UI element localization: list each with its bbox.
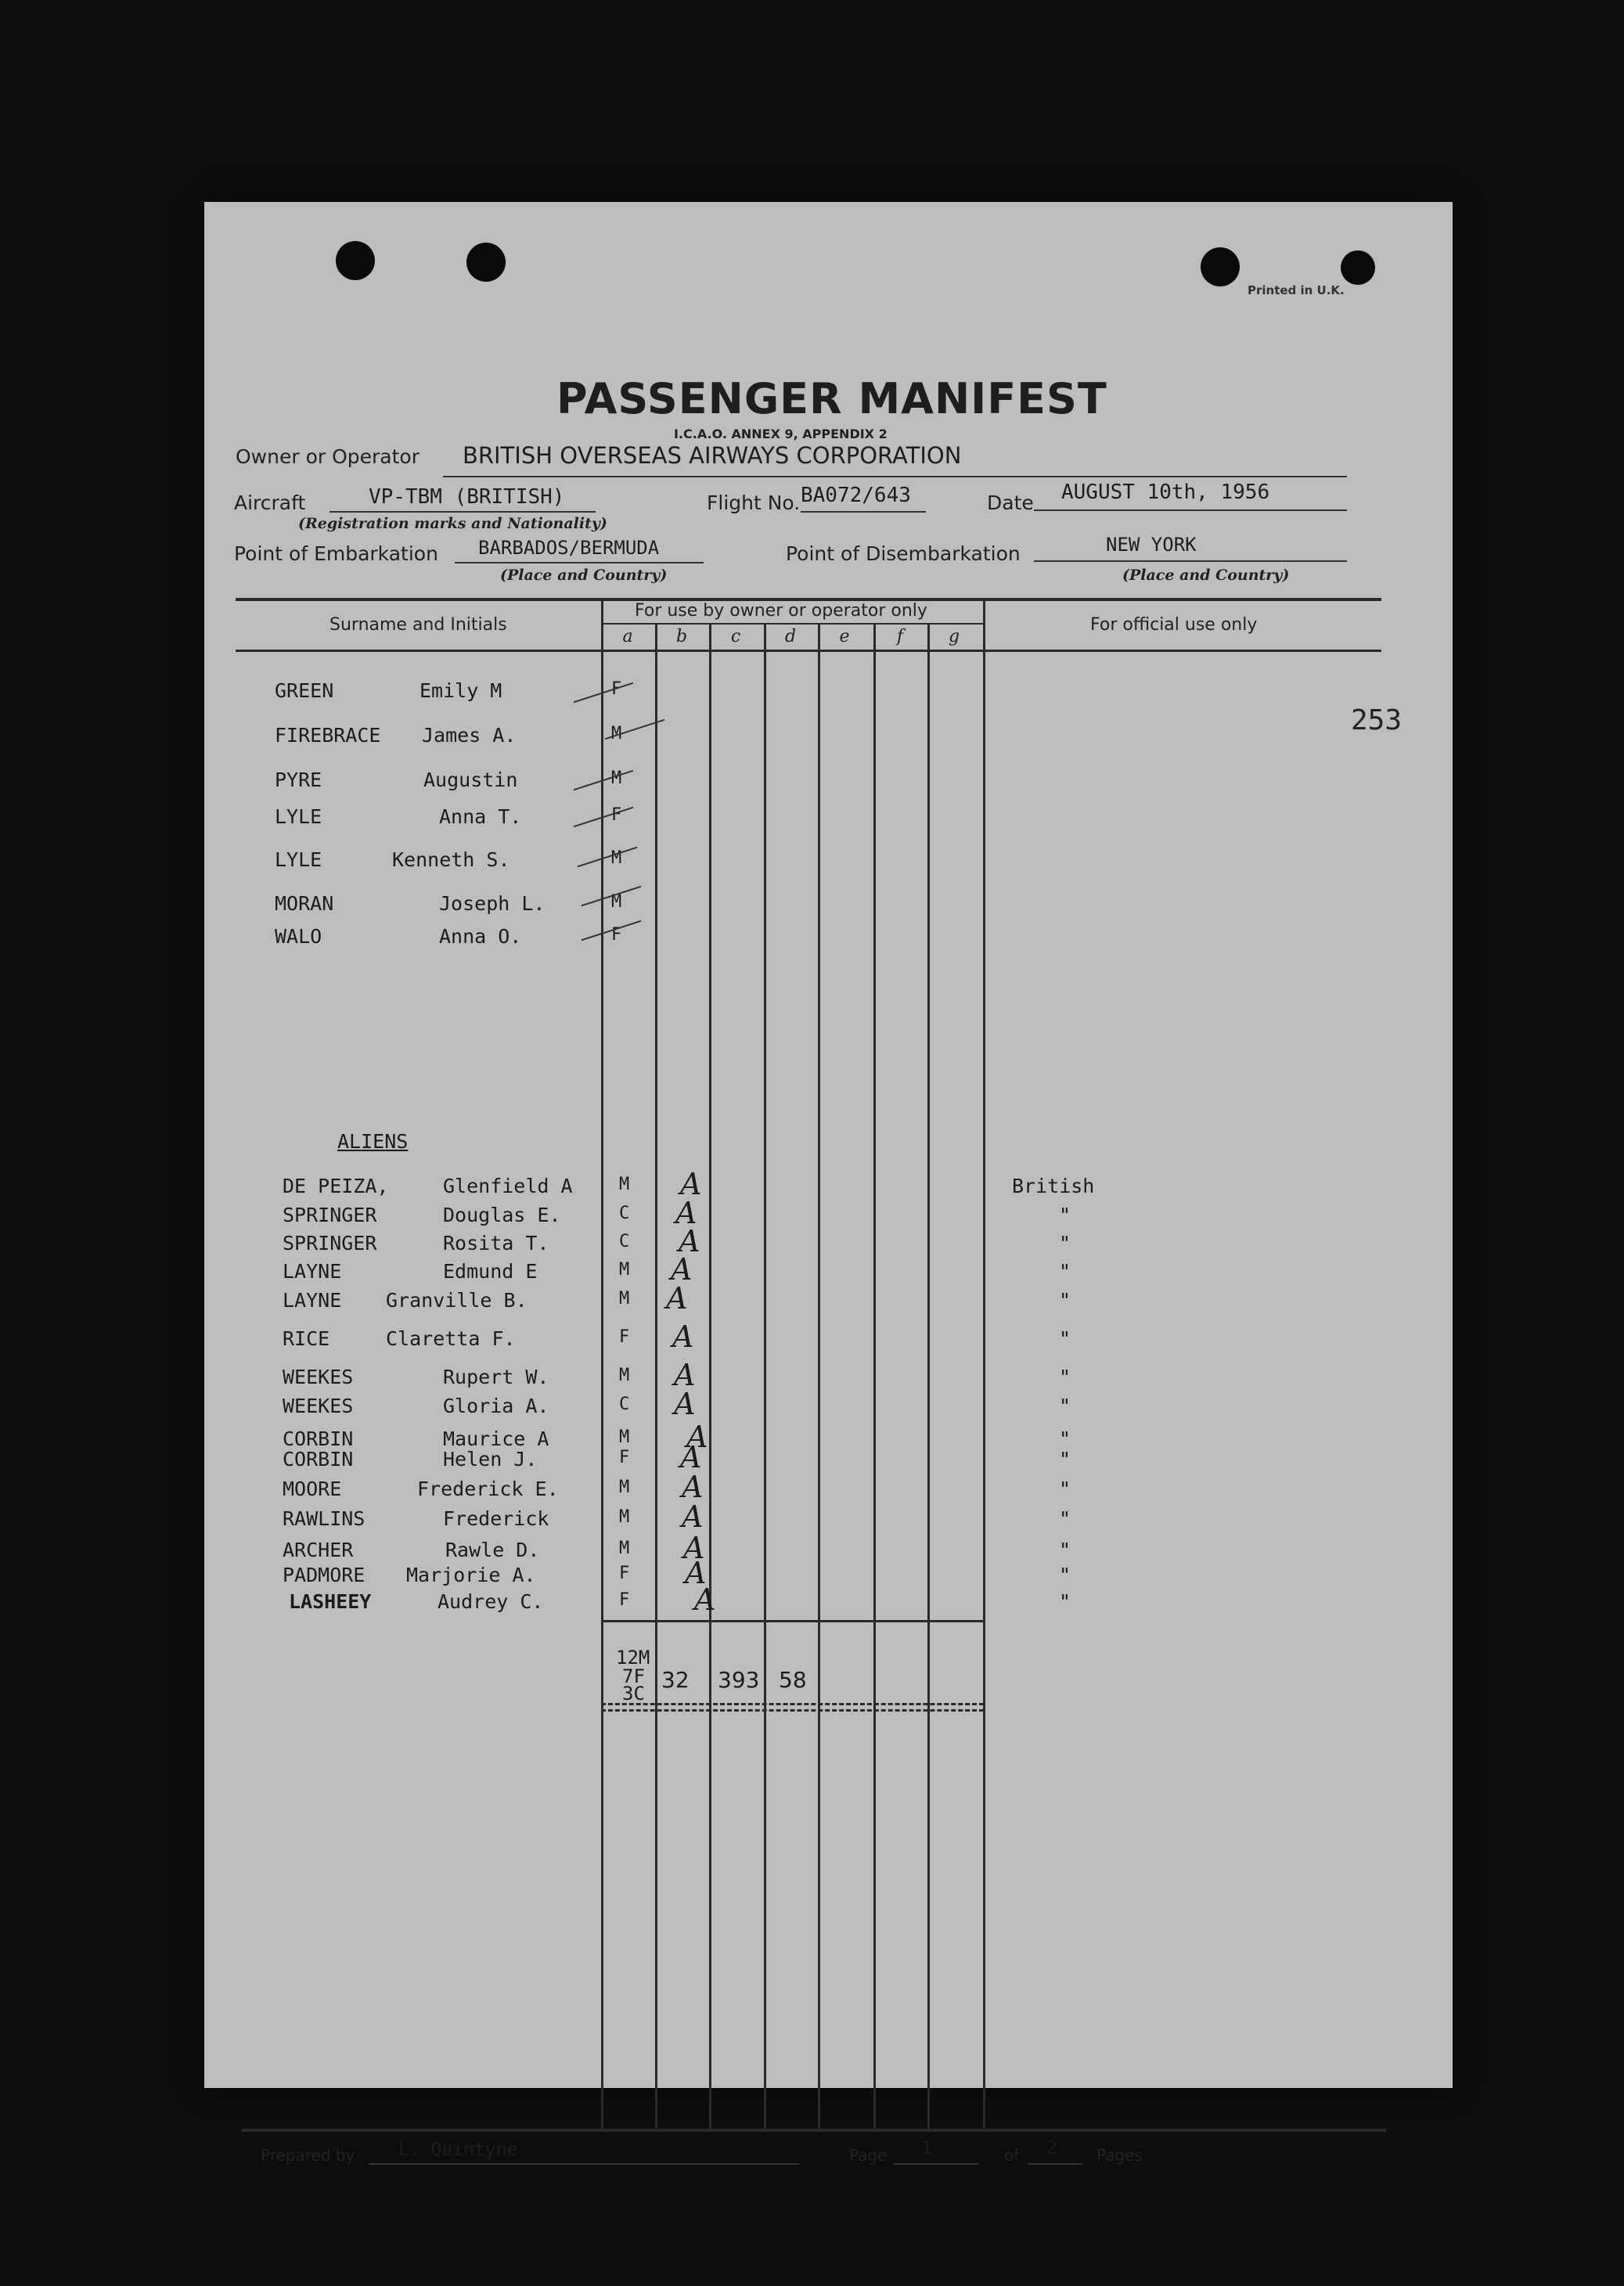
alien-initials: Gloria A.: [443, 1395, 549, 1417]
check-mark: [574, 807, 634, 828]
alien-initials: Rawle D.: [445, 1539, 540, 1561]
alien-mark: A: [679, 1224, 700, 1258]
table-bottom-border: [242, 2129, 1386, 2132]
alien-sex: M: [619, 1366, 630, 1385]
alien-mark: A: [672, 1319, 694, 1354]
embark-underline: [455, 562, 704, 563]
sub-col-d: d: [784, 627, 797, 646]
flight-value: BA072/643: [801, 484, 911, 507]
alien-mark: A: [666, 1281, 688, 1316]
total-a-2: 7F: [622, 1665, 645, 1687]
sub-col-c: c: [730, 627, 741, 646]
alien-initials: Frederick: [443, 1507, 549, 1530]
passenger-surname: LYLE: [275, 805, 322, 828]
passenger-surname: LYLE: [275, 848, 322, 871]
alien-nationality: ": [1059, 1289, 1071, 1312]
alien-initials: Rupert W.: [443, 1366, 549, 1388]
total-d: 58: [779, 1667, 807, 1693]
sub-col-e: e: [839, 627, 850, 646]
alien-surname: MOORE: [283, 1478, 342, 1500]
table-row: [204, 805, 1453, 833]
aircraft-underline: [329, 511, 596, 513]
owner-underline: [443, 476, 1347, 477]
operator-header-divider: [601, 623, 984, 625]
alien-surname: RAWLINS: [283, 1507, 365, 1530]
flight-underline: [801, 511, 926, 513]
sub-col-a: a: [622, 627, 633, 646]
alien-nationality: ": [1059, 1478, 1071, 1500]
alien-sex: M: [619, 1175, 630, 1194]
check-mark: [574, 682, 634, 704]
total-a-1: 12M: [616, 1647, 650, 1669]
punch-hole-2: [466, 243, 506, 282]
aircraft-sublabel: (Registration marks and Nationality): [298, 515, 607, 532]
totals-top-border: [601, 1620, 984, 1622]
alien-mark: A: [682, 1470, 704, 1504]
total-c: 393: [718, 1667, 760, 1693]
alien-surname: CORBIN: [283, 1427, 354, 1450]
alien-mark: A: [674, 1358, 696, 1392]
alien-sex: M: [619, 1427, 630, 1447]
alien-initials: Maurice A: [443, 1427, 549, 1450]
passenger-surname: MORAN: [275, 892, 334, 915]
alien-nationality: ": [1059, 1448, 1071, 1471]
alien-nationality: ": [1059, 1539, 1071, 1561]
alien-surname: WEEKES: [283, 1366, 354, 1388]
alien-surname: ARCHER: [283, 1539, 354, 1561]
of-underline: [1028, 2163, 1082, 2165]
table-row: [204, 1470, 1453, 1506]
passenger-surname: WALO: [275, 925, 322, 948]
table-row: [204, 1252, 1453, 1288]
embark-sublabel: (Place and Country): [500, 567, 668, 584]
table-row: [204, 1499, 1453, 1535]
alien-nationality: ": [1059, 1260, 1071, 1283]
passenger-initials: Augustin: [423, 769, 518, 791]
manifest-paper: [204, 202, 1453, 2165]
alien-surname: SPRINGER: [283, 1204, 377, 1226]
table-header-border: [236, 650, 1381, 652]
embark-label: Point of Embarkation: [234, 542, 438, 565]
alien-mark: A: [682, 1499, 704, 1534]
passenger-sex: F: [611, 805, 622, 825]
passenger-initials: James A.: [422, 724, 517, 747]
official-number: 253: [1351, 704, 1403, 736]
page-subtitle: I.C.A.O. ANNEX 9, APPENDIX 2: [674, 427, 888, 441]
passenger-sex: M: [611, 724, 622, 743]
alien-nationality: ": [1059, 1327, 1071, 1350]
alien-nationality: ": [1059, 1564, 1071, 1586]
alien-sex: M: [619, 1260, 630, 1280]
alien-initials: Audrey C.: [438, 1590, 544, 1613]
total-a-3: 3C: [622, 1683, 645, 1705]
table-row: [204, 724, 1453, 752]
alien-nationality: ": [1059, 1507, 1071, 1530]
table-row: [204, 1224, 1453, 1260]
alien-initials: Helen J.: [443, 1448, 538, 1471]
embark-value: BARBADOS/BERMUDA: [478, 537, 660, 559]
alien-surname: LASHEEY: [289, 1590, 372, 1613]
alien-surname: SPRINGER: [283, 1232, 377, 1255]
passenger-initials: Kenneth S.: [392, 848, 510, 871]
alien-nationality: ": [1059, 1590, 1071, 1613]
col-surname-header: Surname and Initials: [329, 615, 507, 635]
alien-sex: M: [619, 1478, 630, 1497]
page-label: Page: [849, 2146, 888, 2165]
alien-initials: Rosita T.: [443, 1232, 549, 1255]
passenger-sex: M: [611, 769, 622, 788]
disembark-sublabel: (Place and Country): [1122, 567, 1290, 584]
of-label: of: [1004, 2146, 1020, 2165]
table-row: [204, 925, 1453, 953]
alien-nationality: ": [1059, 1204, 1071, 1226]
table-row: [204, 1556, 1453, 1592]
table-row: [204, 1582, 1453, 1618]
alien-surname: WEEKES: [283, 1395, 354, 1417]
table-row: [204, 1319, 1453, 1355]
printed-note: Printed in U.K.: [1248, 283, 1345, 297]
page-underline: [893, 2163, 979, 2165]
table-row: [204, 679, 1453, 707]
table-row: [204, 1196, 1453, 1232]
passenger-initials: Anna O.: [439, 925, 522, 948]
passenger-surname: PYRE: [275, 769, 322, 791]
punch-hole-4: [1341, 250, 1375, 285]
alien-initials: Granville B.: [386, 1289, 528, 1312]
alien-mark: A: [680, 1440, 702, 1474]
alien-initials: Marjorie A.: [406, 1564, 536, 1586]
aircraft-value: VP-TBM (BRITISH): [369, 485, 565, 509]
owner-value: BRITISH OVERSEAS AIRWAYS CORPORATION: [463, 442, 962, 469]
page-title: PASSENGER MANIFEST: [556, 374, 1107, 423]
table-row: [204, 1358, 1453, 1394]
disembark-value: NEW YORK: [1106, 534, 1197, 556]
alien-sex: M: [619, 1539, 630, 1558]
alien-surname: CORBIN: [283, 1448, 354, 1471]
of-value: 2: [1046, 2138, 1057, 2158]
check-mark: [578, 847, 638, 868]
owner-label: Owner or Operator: [236, 445, 420, 468]
date-value: AUGUST 10th, 1956: [1061, 481, 1270, 504]
prepared-label: Prepared by: [261, 2146, 355, 2165]
prepared-value: L. Quintyne: [398, 2140, 518, 2160]
alien-nationality: British: [1012, 1175, 1095, 1197]
passenger-sex: M: [611, 848, 622, 868]
total-b: 32: [661, 1667, 690, 1693]
table-row: [204, 1531, 1453, 1567]
alien-mark: A: [680, 1167, 702, 1201]
table-row: [204, 769, 1453, 797]
table-row: [204, 1440, 1453, 1476]
sub-col-f: f: [896, 627, 904, 646]
table-row: [204, 848, 1453, 877]
alien-surname: LAYNE: [283, 1260, 342, 1283]
alien-mark: A: [675, 1196, 697, 1230]
col-operator-header: For use by owner or operator only: [635, 601, 927, 621]
aliens-heading: ALIENS: [337, 1130, 409, 1153]
sub-col-g: g: [948, 627, 960, 646]
col-official-header: For official use only: [1090, 615, 1258, 635]
alien-mark: A: [686, 1420, 708, 1454]
page-value: 1: [921, 2138, 932, 2158]
alien-nationality: ": [1059, 1427, 1071, 1450]
prepared-underline: [369, 2163, 799, 2165]
alien-initials: Douglas E.: [443, 1204, 561, 1226]
alien-sex: F: [619, 1327, 630, 1347]
sub-col-b: b: [675, 627, 688, 646]
passenger-initials: Anna T.: [439, 805, 522, 828]
pages-label: Pages: [1096, 2146, 1143, 2165]
alien-initials: Claretta F.: [386, 1327, 516, 1350]
totals-double-rule-1: [601, 1703, 984, 1705]
totals-double-rule-2: [601, 1709, 984, 1712]
alien-sex: F: [619, 1448, 630, 1467]
alien-surname: DE PEIZA,: [283, 1175, 389, 1197]
alien-initials: Glenfield A: [443, 1175, 573, 1197]
table-row: [204, 1387, 1453, 1423]
alien-initials: Edmund E: [443, 1260, 538, 1283]
aircraft-label: Aircraft: [234, 491, 306, 514]
passenger-sex: F: [611, 925, 622, 945]
alien-sex: M: [619, 1507, 630, 1527]
table-row: [204, 1167, 1453, 1203]
passenger-initials: Joseph L.: [439, 892, 546, 915]
alien-sex: F: [619, 1590, 630, 1610]
passenger-initials: Emily M: [420, 679, 502, 702]
alien-sex: F: [619, 1564, 630, 1583]
alien-surname: LAYNE: [283, 1289, 342, 1312]
passenger-surname: FIREBRACE: [275, 724, 381, 747]
alien-mark: A: [683, 1531, 705, 1565]
passenger-sex: F: [611, 679, 622, 699]
alien-mark: A: [674, 1387, 696, 1421]
alien-surname: PADMORE: [283, 1564, 365, 1586]
table-row: [204, 1281, 1453, 1317]
passenger-sex: M: [611, 892, 622, 912]
check-mark: [574, 770, 634, 791]
alien-surname: RICE: [283, 1327, 330, 1350]
alien-sex: C: [619, 1395, 630, 1414]
disembark-label: Point of Disembarkation: [786, 542, 1021, 565]
alien-nationality: ": [1059, 1366, 1071, 1388]
alien-sex: C: [619, 1232, 630, 1251]
disembark-underline: [1034, 560, 1347, 562]
date-underline: [1034, 509, 1347, 511]
alien-nationality: ": [1059, 1232, 1071, 1255]
punch-hole-3: [1201, 247, 1240, 286]
alien-sex: M: [619, 1289, 630, 1309]
flight-label: Flight No.: [707, 491, 801, 514]
alien-mark: A: [671, 1252, 693, 1287]
punch-hole-1: [336, 241, 375, 280]
alien-mark: A: [694, 1582, 716, 1617]
alien-nationality: ": [1059, 1395, 1071, 1417]
alien-initials: Frederick E.: [417, 1478, 559, 1500]
table-row: [204, 892, 1453, 920]
passenger-surname: GREEN: [275, 679, 334, 702]
date-label: Date: [987, 491, 1034, 514]
alien-sex: C: [619, 1204, 630, 1223]
alien-mark: A: [685, 1556, 707, 1590]
